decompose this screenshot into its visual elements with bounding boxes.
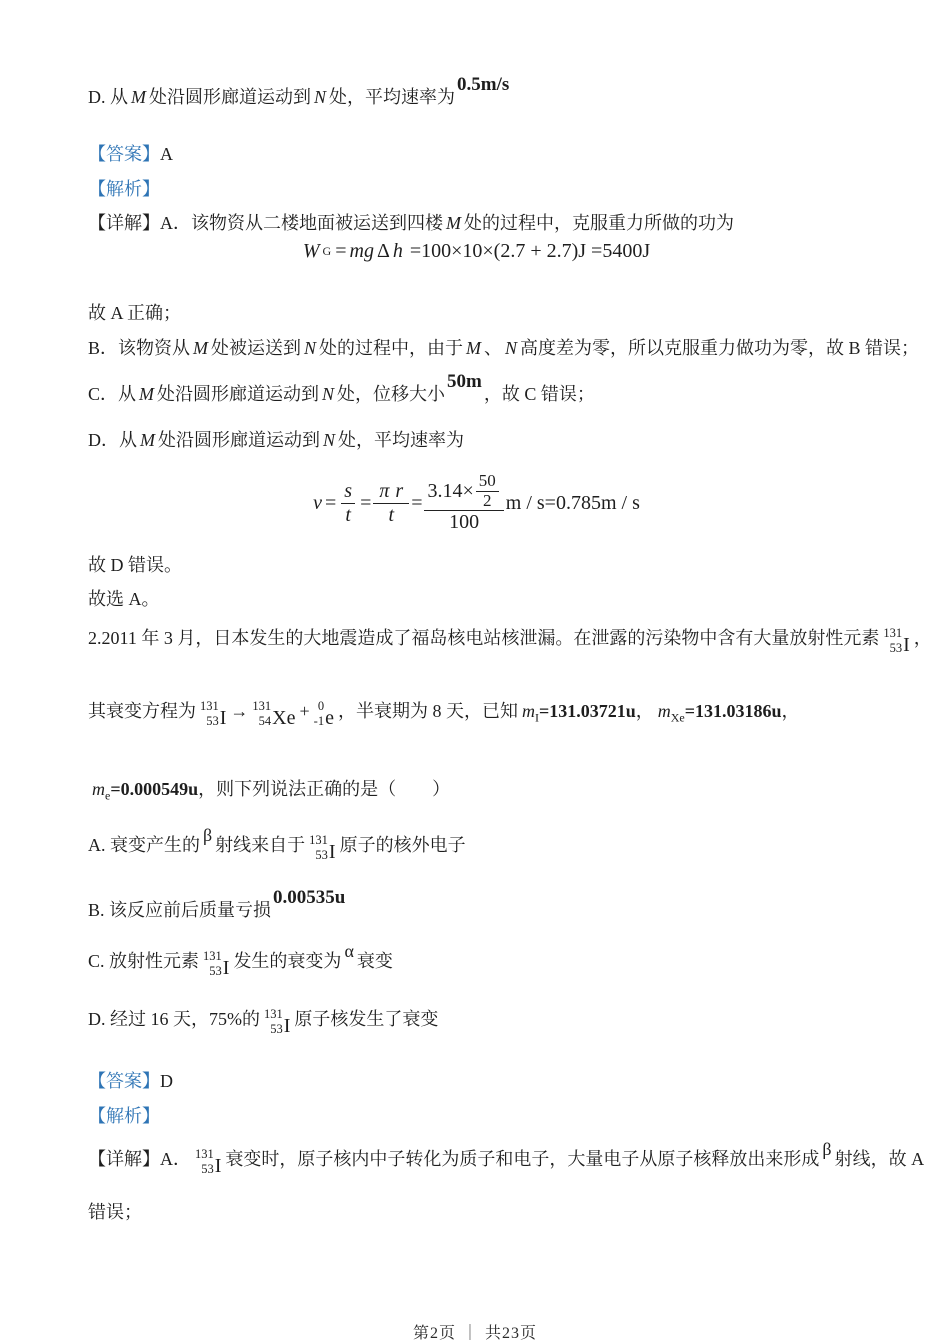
q2-answer-line: [88, 1068, 878, 1094]
analysis-label: 【解析】: [88, 179, 160, 199]
isotope-iodine-131: [200, 700, 226, 727]
variable-n: N: [322, 384, 335, 404]
detail-text: 处沿圆形廊道运动到: [157, 384, 320, 404]
option-text: A. 衰变产生的: [88, 835, 200, 855]
mass-number: 131: [203, 949, 222, 963]
footer-page-number: 第2页: [412, 1325, 456, 1342]
coefficient: 3.14×: [427, 479, 474, 502]
detail-text: 处的过程中，由于: [319, 338, 464, 358]
fraction-pir-over-t: [373, 480, 409, 527]
variable-m: M: [131, 87, 146, 107]
stem-text: ，: [781, 701, 800, 721]
sub-g: G: [322, 244, 332, 258]
analysis-label: 【解析】: [88, 1106, 160, 1126]
detail-text: A．: [160, 1149, 191, 1169]
isotope-iodine-131: [203, 950, 229, 977]
equals: =: [325, 491, 337, 514]
option-text: D. 从: [88, 87, 128, 107]
stem-text: ，: [913, 628, 932, 648]
denominator: 100: [449, 511, 480, 534]
q1-verdict-a: [88, 300, 878, 326]
isotope-numbers: [252, 700, 271, 727]
var-m: m: [657, 701, 671, 721]
var-w: W: [302, 240, 320, 262]
isotope-numbers: [309, 834, 328, 861]
detail-text: B．该物资从: [88, 338, 191, 358]
var-mg: mg: [349, 240, 374, 262]
stem-text: 2.2011 年 3 月，日本发生的大地震造成了福岛核电站核泄漏。在泄露的污染物中含有大量放射性元素: [88, 628, 880, 648]
detail-text: C．从: [88, 384, 137, 404]
sub-xe: Xe: [670, 710, 685, 725]
mass-number: 131: [309, 833, 328, 847]
sub-i: I: [534, 710, 539, 725]
var-h: h: [392, 240, 403, 262]
atomic-number: 53: [315, 847, 328, 862]
element-symbol: e: [325, 707, 334, 729]
q2-detail-line-wrap: [88, 1199, 878, 1225]
var-r: r: [395, 479, 404, 502]
numerator: [424, 472, 503, 511]
variable-n: N: [304, 338, 317, 358]
q1-conclusion: [88, 586, 878, 612]
plus: +: [299, 701, 310, 721]
isotope-numbers: [200, 700, 219, 727]
element-symbol: Xe: [272, 707, 296, 729]
option-text: 射线来自于: [215, 835, 306, 855]
q1-option-d-top: [88, 74, 878, 111]
isotope-numbers: [203, 950, 222, 977]
isotope-numbers: [314, 700, 324, 727]
beta-symbol: β: [203, 825, 213, 845]
variable-m: M: [446, 213, 461, 233]
option-text: 衰变: [356, 951, 393, 971]
arrow: →: [230, 701, 249, 721]
var-pi: π: [379, 479, 390, 502]
atomic-number: 53: [889, 640, 903, 655]
mass-number: 131: [252, 699, 272, 713]
verdict-text: 故 A 正确；: [88, 303, 182, 323]
isotope-numbers: [195, 1148, 214, 1175]
mass-number: 131: [195, 1147, 214, 1161]
detail-text: 错误；: [88, 1202, 142, 1222]
option-text: 处沿圆形廊道运动到: [149, 87, 311, 107]
formula-rest: =100×10×(2.7 + 2.7)J =5400J: [409, 240, 651, 262]
q2-option-d: [88, 1006, 878, 1042]
variable-n: N: [505, 338, 518, 358]
inline-value: 0.5m/s: [457, 74, 510, 95]
detail-text: ，故 C 错误；: [483, 384, 595, 404]
detail-label: 【详解】: [88, 213, 160, 233]
mass-value-xenon: =131.03186u: [684, 701, 782, 721]
var-m: m: [521, 701, 535, 721]
fraction-s-over-t: [338, 480, 358, 527]
q2-detail-line: [88, 1139, 925, 1182]
atomic-number: 53: [206, 713, 219, 728]
detail-text: 处，位移大小: [337, 384, 446, 404]
element-symbol: I: [328, 841, 336, 863]
denominator: t: [388, 503, 395, 526]
q2-stem-line2: [88, 698, 878, 734]
q2-analysis-line: [88, 1103, 878, 1129]
delta: Δ: [376, 240, 390, 262]
mass-value-iodine: =131.03721u: [538, 701, 636, 721]
mass-number: 131: [264, 1007, 283, 1021]
formula-average-speed: [0, 468, 950, 538]
mass-number: 131: [883, 626, 903, 640]
answer-label: 【答案】: [88, 1071, 160, 1091]
formula-work-gravity: [0, 240, 950, 263]
sub-e: e: [105, 788, 111, 803]
q1-answer-line: [88, 141, 878, 167]
atomic-number: 53: [209, 963, 222, 978]
var-m: m: [92, 779, 105, 799]
isotope-xenon-131: [252, 700, 295, 727]
q1-detail-line-a: [88, 210, 878, 236]
isotope-iodine-131: [264, 1008, 290, 1035]
page-footer: [0, 1320, 950, 1343]
denominator: t: [345, 503, 351, 526]
answer-value: A: [160, 144, 173, 164]
answer-value: D: [160, 1071, 173, 1091]
q1-detail-line-d: [88, 427, 878, 453]
q1-detail-line-c: [88, 371, 878, 408]
detail-text: 、: [484, 338, 503, 358]
conclusion-text: 故选 A。: [88, 589, 160, 609]
footer-divider: ｜: [461, 1325, 479, 1342]
q2-stem-line3: [88, 776, 878, 809]
detail-text: D．从: [88, 430, 137, 450]
q2-option-c: [88, 941, 878, 984]
variable-m: M: [466, 338, 482, 358]
isotope-iodine-131: [883, 627, 909, 654]
alpha-symbol: α: [344, 941, 354, 961]
element-symbol: I: [903, 634, 910, 656]
detail-text: 高度差为零，所以克服重力做功为零，故 B 错误；: [520, 338, 920, 358]
option-text: 原子的核外电子: [339, 835, 466, 855]
numerator: s: [341, 480, 355, 504]
detail-text: 处被运送到: [211, 338, 302, 358]
beta-electron: [314, 700, 334, 727]
mass-number: 0: [317, 699, 325, 713]
mass-value-electron: =0.000549u: [110, 779, 199, 799]
unit: m / s: [505, 491, 545, 514]
atomic-number: 53: [201, 1161, 214, 1176]
variable-m: M: [139, 384, 155, 404]
beta-symbol: β: [822, 1139, 832, 1159]
q2-option-a: [88, 825, 878, 868]
detail-text: 处，平均速率为: [338, 430, 465, 450]
detail-text: 射线，故 A: [834, 1149, 925, 1169]
equals: =: [360, 491, 372, 514]
numerator: [373, 480, 409, 504]
q2-option-b: [88, 887, 878, 924]
option-text: 处，平均速率为: [329, 87, 456, 107]
isotope-iodine-131: [309, 834, 335, 861]
option-text: B. 该反应前后质量亏损: [88, 900, 272, 920]
q2-stem-line1: [88, 625, 932, 661]
var-v: v: [313, 491, 323, 514]
detail-text: 处的过程中，克服重力所做的功为: [464, 213, 734, 233]
atomic-number: -1: [313, 713, 325, 728]
isotope-numbers: [264, 1008, 283, 1035]
result: =0.785m / s: [544, 491, 640, 514]
option-text: 原子核发生了衰变: [294, 1009, 439, 1029]
answer-label: 【答案】: [88, 144, 160, 164]
fraction-50-over-2: [476, 472, 499, 510]
equals: =: [411, 491, 423, 514]
variable-n: N: [314, 87, 327, 107]
denominator: 2: [483, 490, 492, 510]
element-symbol: I: [219, 707, 227, 729]
q1-detail-line-b: [88, 335, 920, 361]
detail-text: A．该物资从二楼地面被运送到四楼: [160, 213, 443, 233]
option-text: D. 经过 16 天，75%的: [88, 1009, 260, 1029]
footer-total-pages: 共23页: [485, 1325, 538, 1342]
variable-m: M: [193, 338, 209, 358]
element-symbol: I: [214, 1155, 222, 1177]
fraction-big: [424, 472, 503, 534]
option-text: C. 放射性元素: [88, 951, 200, 971]
stem-text: ，则下列说法正确的是（ ）: [198, 779, 451, 799]
equals: =: [335, 240, 347, 262]
numerator: 50: [476, 472, 499, 492]
isotope-numbers: [883, 627, 902, 654]
stem-text: ，半衰期为 8 天，已知: [337, 701, 518, 721]
q1-analysis-line: [88, 176, 878, 202]
atomic-number: 53: [270, 1021, 283, 1036]
mass-number: 131: [200, 699, 219, 713]
variable-m: M: [140, 430, 155, 450]
verdict-text: 故 D 错误。: [88, 555, 182, 575]
detail-text: 衰变时，原子核内中子转化为质子和电子，大量电子从原子核释放出来形成: [225, 1149, 820, 1169]
detail-text: 处沿圆形廊道运动到: [158, 430, 320, 450]
element-symbol: I: [283, 1015, 291, 1037]
element-symbol: I: [222, 957, 230, 979]
variable-n: N: [323, 430, 336, 450]
option-text: 发生的衰变为: [233, 951, 342, 971]
atomic-number: 54: [258, 713, 272, 728]
q1-verdict-d: [88, 552, 878, 578]
inline-value: 0.00535u: [273, 887, 346, 908]
detail-label: 【详解】: [88, 1149, 160, 1169]
isotope-iodine-131: [195, 1148, 221, 1175]
stem-text: 其衰变方程为: [88, 701, 196, 721]
inline-value: 50m: [447, 371, 482, 392]
stem-text: ，: [635, 701, 654, 721]
